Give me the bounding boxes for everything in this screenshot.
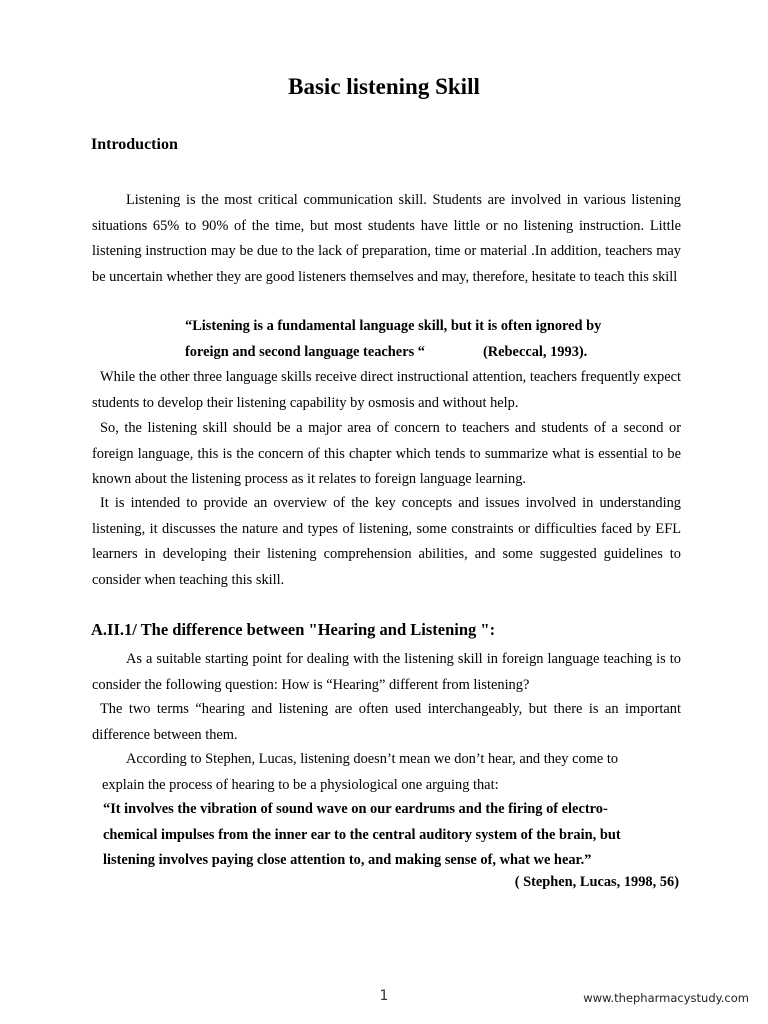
section-paragraph-3-line-1: According to Stephen, Lucas, listening doesn’t mean we don’t hear, and they come to	[126, 751, 619, 767]
quote2-line-1: “It involves the vibration of sound wave on our eardrums and the firing of electro-	[103, 801, 608, 817]
intro-paragraph-1: Listening is the most critical communication skill. Students are involved in various listening situations 65% to 90% of the time, but most students have little or no listening instruction. Little listening instruction may be due to the lack of preparation, time or material .In addition, teachers may be uncertain whether they are good listeners themselves and may, therefore, hesitate to teach this skill	[92, 192, 681, 285]
section-paragraph-3-line-2: explain the process of hearing to be a physiological one arguing that:	[102, 776, 499, 793]
introduction-heading: Introduction	[91, 136, 178, 153]
section-paragraph-1: As a suitable starting point for dealing with the listening skill in foreign language teaching is to consider the following question: How is “Hearing” different from listening?	[92, 651, 681, 693]
page-number: 1	[379, 988, 389, 1004]
section-heading-hearing-listening: A.II.1/ The difference between "Hearing and Listening ":	[91, 620, 496, 639]
intro-paragraph-2: While the other three language skills receive direct instructional attention, teachers frequently expect students to develop their listening capability by osmosis and without help.	[92, 369, 681, 411]
section-paragraph-3	[92, 747, 681, 798]
quote-line-1: “Listening is a fundamental language skill, but it is often ignored by	[185, 318, 602, 334]
quote2-line-3: listening involves paying close attention to, and making sense of, what we hear.”	[103, 852, 592, 869]
page-title: Basic listening Skill	[288, 74, 480, 99]
quote-line-2-text: foreign and second language teachers “	[185, 343, 425, 360]
block-quote-stephen-lucas	[103, 797, 663, 874]
quote-line-2	[185, 340, 681, 366]
intro-paragraph-4: It is intended to provide an overview of the key concepts and issues involved in understanding listening, it discusses the nature and types of listening, some constraints or difficulties faced by EFL learners in developing their listening comprehension abilities, and some suggested guidelines to consider when teaching this skill.	[92, 495, 681, 588]
footer-website-link[interactable]: www.thepharmacystudy.com	[583, 991, 749, 1005]
quote2-line-2: chemical impulses from the inner ear to the central auditory system of the brain, but	[103, 826, 621, 843]
block-quote-rebeccal	[185, 314, 681, 365]
intro-paragraph-3: So, the listening skill should be a major area of concern to teachers and students of a second or foreign language, this is the concern of this chapter which tends to summarize what is essential to be known about the listening process as it relates to foreign language learning.	[92, 420, 681, 488]
quote2-citation: ( Stephen, Lucas, 1998, 56)	[514, 874, 679, 890]
quote-citation: (Rebeccal, 1993).	[482, 343, 588, 360]
section-paragraph-2: The two terms “hearing and listening are often used interchangeably, but there is an important difference between them.	[92, 701, 681, 743]
